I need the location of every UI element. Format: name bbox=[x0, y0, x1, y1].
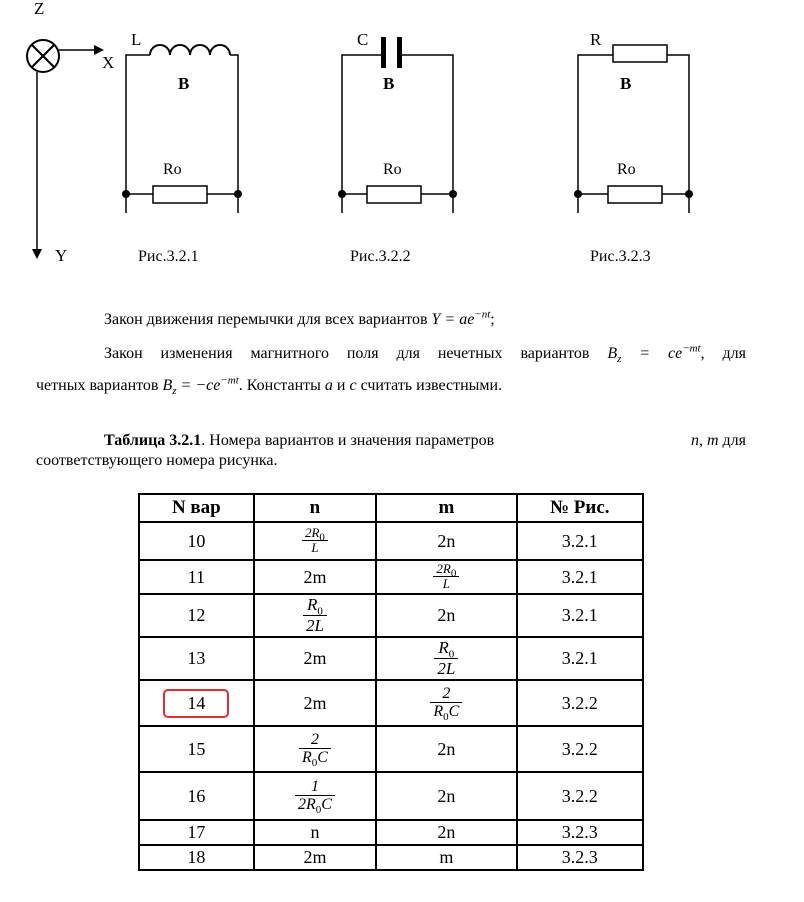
frac-num: 1 bbox=[295, 778, 335, 797]
figure-1-resistor-label: Ro bbox=[163, 161, 182, 178]
frac-den: R bbox=[433, 703, 444, 721]
frac-num: 2R bbox=[436, 560, 451, 576]
field-law-exponent: −mt bbox=[682, 342, 701, 355]
frac-den-sub: 0 bbox=[315, 804, 322, 817]
circuit-figures bbox=[0, 0, 804, 280]
cell-figure: 3.2.3 bbox=[517, 820, 643, 845]
cell-figure: 3.2.2 bbox=[517, 680, 643, 726]
cell-variant: 15 bbox=[139, 726, 254, 772]
fraction-2-over-r0c bbox=[299, 731, 331, 768]
cell-variant: 13 bbox=[139, 637, 254, 680]
cell-n: 2m bbox=[254, 637, 376, 680]
table-row bbox=[139, 726, 643, 772]
header-m: m bbox=[376, 494, 516, 522]
frac-den: L bbox=[311, 540, 319, 556]
table-row bbox=[139, 845, 643, 870]
even-law-end: считать известными. bbox=[356, 377, 503, 394]
cell-figure: 3.2.1 bbox=[517, 522, 643, 560]
table-row bbox=[139, 522, 643, 560]
frac-den: 2R bbox=[297, 796, 316, 814]
field-law-sub: z bbox=[617, 353, 622, 366]
cell-n: 2m bbox=[254, 845, 376, 870]
frac-den: 2L bbox=[305, 615, 324, 635]
table-caption-line1 bbox=[104, 431, 746, 451]
frac-num: 2R bbox=[304, 524, 320, 540]
constant-c: c bbox=[349, 377, 357, 394]
axis-x-label: X bbox=[102, 53, 115, 72]
table-caption-line2: соответствующего номера рисунка. bbox=[36, 452, 278, 469]
cell-m: 2n bbox=[376, 772, 516, 820]
cell-n: n bbox=[254, 820, 376, 845]
figure-2-element-label: C bbox=[357, 30, 369, 49]
figure-3-node-left bbox=[574, 190, 582, 198]
figure-2-node-right bbox=[449, 190, 457, 198]
capacitor-plate-left bbox=[381, 37, 386, 68]
caption-n: n, bbox=[690, 432, 703, 449]
frac-num-sub: 0 bbox=[317, 605, 323, 618]
axis-y-label: Y bbox=[55, 246, 68, 265]
frac-den-end: C bbox=[448, 703, 460, 721]
axis-x-arrow bbox=[59, 45, 104, 55]
cell-n: 2m bbox=[254, 680, 376, 726]
cell-variant: 17 bbox=[139, 820, 254, 845]
cell-n bbox=[254, 522, 376, 560]
caption-dlya: для bbox=[722, 432, 746, 449]
cell-variant: 18 bbox=[139, 845, 254, 870]
figure-2-field-label: B bbox=[383, 74, 395, 93]
frac-num-sub: 0 bbox=[448, 648, 455, 661]
header-variant: N вар bbox=[139, 494, 254, 522]
frac-den-sub: 0 bbox=[311, 757, 318, 770]
even-law-start: четных вариантов bbox=[36, 377, 163, 394]
figure-3-resistor-label: Ro bbox=[617, 161, 636, 178]
figure-1-caption: Рис.3.2.1 bbox=[138, 248, 199, 265]
table-caption-label: Таблица 3.2.1 bbox=[104, 432, 202, 449]
figure-2-resistor-label: Ro bbox=[383, 161, 402, 178]
table-caption-rest: . Номера вариантов и значения параметров bbox=[201, 432, 495, 449]
even-law-sub: z bbox=[172, 385, 177, 398]
table-row-highlighted bbox=[139, 680, 643, 726]
frac-den: L bbox=[442, 576, 450, 592]
paragraph-even-law bbox=[36, 376, 502, 396]
cell-figure: 3.2.1 bbox=[517, 637, 643, 680]
header-figure: № Рис. bbox=[517, 494, 643, 522]
axis-origin-circle-icon bbox=[27, 40, 59, 72]
frac-den: R bbox=[301, 749, 312, 767]
figure-3-resistor-circuit bbox=[578, 45, 689, 213]
cell-figure: 3.2.2 bbox=[517, 772, 643, 820]
figure-2-capacitor-circuit bbox=[342, 55, 453, 213]
paragraph-motion-law bbox=[104, 310, 495, 330]
figure-3-field-label: B bbox=[620, 74, 632, 93]
frac-num: R bbox=[438, 637, 449, 657]
fraction-1-over-2r0c bbox=[295, 778, 335, 815]
figure-3-element-label: R bbox=[590, 30, 602, 49]
cell-m: 2n bbox=[376, 726, 516, 772]
figure-2-node-left bbox=[338, 190, 346, 198]
field-law-end: , для bbox=[700, 345, 746, 362]
cell-variant: 11 bbox=[139, 560, 254, 594]
figure-1-node-right bbox=[234, 190, 242, 198]
cell-m: m bbox=[376, 845, 516, 870]
cell-n bbox=[254, 772, 376, 820]
cell-m bbox=[376, 560, 516, 594]
cell-variant: 12 bbox=[139, 594, 254, 637]
variant-highlight-box: 14 bbox=[163, 689, 229, 718]
frac-den-end: C bbox=[317, 749, 328, 767]
even-law-formula: B bbox=[162, 377, 173, 394]
cell-figure: 3.2.1 bbox=[517, 560, 643, 594]
fraction-2-over-r0c bbox=[430, 685, 462, 722]
frac-num: 2 bbox=[299, 731, 331, 750]
cell-figure: 3.2.1 bbox=[517, 594, 643, 637]
cell-figure: 3.2.2 bbox=[517, 726, 643, 772]
even-law-and: и bbox=[332, 377, 350, 394]
figure-1-inductor-circuit bbox=[126, 45, 238, 213]
table-row bbox=[139, 820, 643, 845]
cell-n bbox=[254, 726, 376, 772]
cell-variant: 10 bbox=[139, 522, 254, 560]
frac-den-end: C bbox=[321, 796, 332, 814]
even-law-mid: . Константы bbox=[238, 377, 325, 394]
figure-1-node-left bbox=[122, 190, 130, 198]
cell-variant bbox=[139, 680, 254, 726]
frac-num-sub: 0 bbox=[450, 567, 457, 580]
cell-m: 2n bbox=[376, 594, 516, 637]
fraction-r0-over-2l bbox=[434, 639, 458, 678]
cell-m: 2n bbox=[376, 820, 516, 845]
even-law-exponent: −mt bbox=[220, 374, 239, 387]
motion-law-exponent: −nt bbox=[474, 308, 491, 321]
frac-den: 2L bbox=[437, 658, 456, 678]
figure-3-node-right bbox=[685, 190, 693, 198]
axis-y-arrow bbox=[32, 72, 42, 259]
header-n: n bbox=[254, 494, 376, 522]
table-row bbox=[139, 560, 643, 594]
fraction-2r0-over-l bbox=[302, 526, 328, 556]
fraction-2r0-over-l bbox=[433, 562, 459, 592]
paragraph-field-law bbox=[104, 344, 746, 364]
figure-1-field-label: B bbox=[178, 74, 190, 93]
frac-den-sub: 0 bbox=[443, 711, 449, 724]
variants-table bbox=[138, 493, 644, 871]
even-law-rest: = −ce bbox=[176, 377, 221, 394]
table-caption-params bbox=[691, 431, 746, 451]
figure-2-caption: Рис.3.2.2 bbox=[350, 248, 411, 265]
constant-a: a bbox=[324, 377, 333, 394]
cell-variant: 16 bbox=[139, 772, 254, 820]
cell-m bbox=[376, 637, 516, 680]
field-law-text: Закон изменения магнитного поля для нечетных вариантов bbox=[104, 345, 608, 362]
motion-law-text: Закон движения перемычки для всех вариантов bbox=[104, 311, 432, 328]
cell-m: 2n bbox=[376, 522, 516, 560]
frac-num: 2 bbox=[430, 685, 462, 704]
cell-n: 2m bbox=[254, 560, 376, 594]
table-caption-main bbox=[104, 431, 494, 451]
frac-num: R bbox=[306, 594, 318, 614]
cell-n bbox=[254, 594, 376, 637]
motion-law-formula: Y = ae bbox=[431, 311, 475, 328]
caption-m: m bbox=[706, 432, 719, 449]
table-row bbox=[139, 594, 643, 637]
table-header-row bbox=[139, 494, 643, 522]
frac-num-sub: 0 bbox=[319, 531, 325, 544]
field-law-rest: = ce bbox=[621, 345, 683, 362]
motion-law-end: ; bbox=[490, 311, 495, 328]
capacitor-plate-right bbox=[397, 37, 402, 68]
figure-1-element-label: L bbox=[131, 30, 142, 49]
axis-z-label: Z bbox=[34, 0, 45, 18]
fraction-r0-over-2l bbox=[303, 596, 327, 635]
table-row bbox=[139, 772, 643, 820]
table-row bbox=[139, 637, 643, 680]
field-law-formula: B bbox=[607, 345, 618, 362]
cell-m bbox=[376, 680, 516, 726]
figure-3-caption: Рис.3.2.3 bbox=[590, 248, 651, 265]
cell-figure: 3.2.3 bbox=[517, 845, 643, 870]
